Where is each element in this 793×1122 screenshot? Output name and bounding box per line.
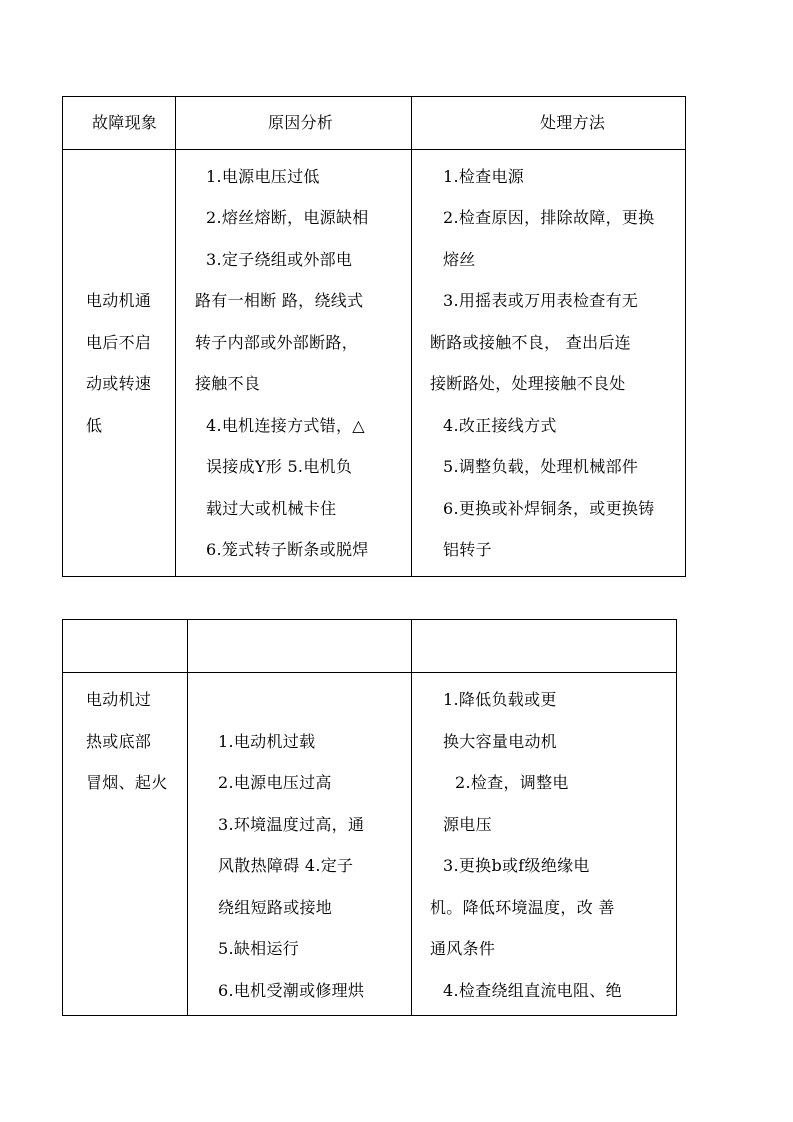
method-line: 接断路处，处理接触不良处 — [430, 374, 626, 393]
method-line: 5.调整负载，处理机械部件 — [443, 457, 639, 476]
fault-table-2 — [62, 619, 677, 1016]
symptom-line: 冒烟、起火 — [86, 773, 168, 792]
symptom-line: 热或底部 — [86, 732, 152, 751]
symptom-line: 动或转速 — [86, 374, 152, 393]
table1-col-divider-2 — [411, 96, 412, 577]
cause-line: 1.电源电压过低 — [206, 167, 320, 186]
method-line: 4.检查绕组直流电阻、绝 — [443, 981, 622, 1000]
cause-line: 5.缺相运行 — [218, 939, 300, 958]
cause-line: 6.笼式转子断条或脱焊 — [206, 540, 369, 559]
cause-line: 6.电机受潮或修理烘 — [218, 981, 365, 1000]
symptom-line: 低 — [86, 416, 103, 435]
method-line: 断路或接触不良， 查出后连 — [430, 333, 631, 352]
method-line: 源电压 — [443, 815, 492, 834]
method-line: 3.用摇表或万用表检查有无 — [443, 291, 639, 310]
cause-line: 路有一相断 路，绕线式 — [195, 291, 364, 310]
method-line: 2.检查原因，排除故障，更换 — [443, 208, 655, 227]
symptom-line: 电动机通 — [86, 291, 152, 310]
method-line: 3.更换b或f级绝缘电 — [443, 856, 590, 875]
cause-line: 4.电机连接方式错，△ — [206, 416, 365, 435]
table2-col-divider-1 — [187, 619, 188, 1016]
cause-line: 3.环境温度过高，通 — [218, 815, 365, 834]
cause-line: 3.定子绕组或外部电 — [206, 250, 353, 269]
table1-header-divider — [62, 149, 686, 150]
cause-line: 风散热障碍 4.定子 — [218, 856, 354, 875]
method-line: 熔丝 — [443, 250, 476, 269]
cause-line: 转子内部或外部断路， — [195, 333, 359, 352]
header-method: 处理方法 — [540, 113, 606, 132]
cause-line: 2.熔丝熔断，电源缺相 — [206, 208, 369, 227]
header-cause: 原因分析 — [268, 113, 334, 132]
method-line: 2.检查，调整电 — [455, 773, 569, 792]
method-line: 1.降低负载或更 — [443, 690, 557, 709]
table2-header-divider — [62, 672, 677, 673]
method-line: 4.改正接线方式 — [443, 416, 557, 435]
symptom-line: 电后不启 — [86, 333, 152, 352]
cause-line: 绕组短路或接地 — [218, 898, 333, 917]
table2-col-divider-2 — [411, 619, 412, 1016]
method-line: 6.更换或补焊铜条，或更换铸 — [443, 499, 655, 518]
table1-col-divider-1 — [175, 96, 176, 577]
cause-line: 载过大或机械卡住 — [206, 499, 337, 518]
method-line: 通风条件 — [430, 939, 496, 958]
cause-line: 2.电源电压过高 — [218, 773, 332, 792]
method-line: 换大容量电动机 — [443, 732, 558, 751]
method-line: 1.检查电源 — [443, 167, 525, 186]
method-line: 机。降低环境温度，改 善 — [430, 898, 615, 917]
cause-line: 误接成Y形 5.电机负 — [206, 457, 353, 476]
cause-line: 接触不良 — [195, 374, 261, 393]
symptom-line: 电动机过 — [86, 690, 152, 709]
cause-line: 1.电动机过载 — [218, 732, 316, 751]
header-symptom: 故障现象 — [92, 113, 158, 132]
method-line: 铝转子 — [443, 540, 492, 559]
